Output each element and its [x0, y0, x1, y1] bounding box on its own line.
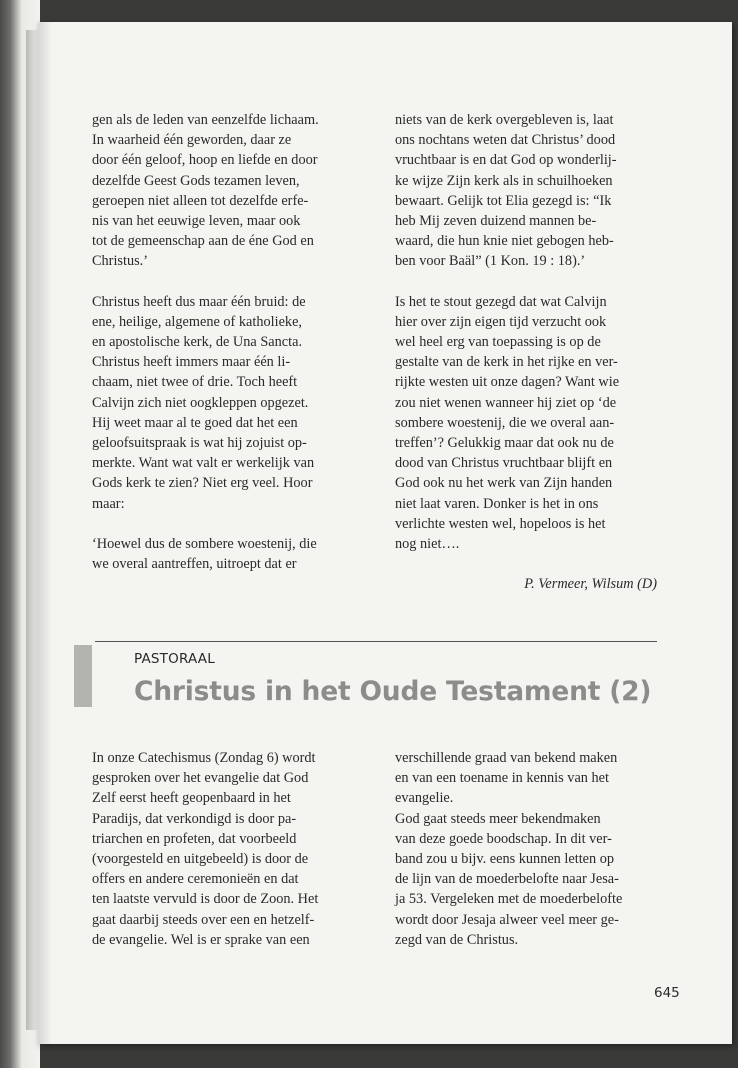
text-line: In onze Catechismus (Zondag 6) wordt — [92, 750, 316, 766]
text-line: maar: — [92, 495, 125, 512]
text-line: en van een toename in kennis van het — [395, 770, 609, 787]
section-label: PASTORAAL — [134, 651, 215, 667]
text-line: nis van het eeuwige leven, maar ook — [92, 213, 301, 230]
text-line: wel heel erg van toepassing is op de — [395, 334, 601, 351]
article-title: Christus in het Oude Testament (2) — [134, 676, 652, 707]
paragraph — [92, 292, 364, 514]
text-line: verschillende graad van bekend maken — [395, 750, 618, 766]
text-line: verlichte westen wel, hopeloos is het — [395, 515, 606, 532]
text-line: Gods kerk te zien? Niet erg veel. Hoor — [92, 475, 313, 492]
text-line: Paradijs, dat verkondigd is door pa- — [92, 810, 297, 827]
text-line: Is het te stout gezegd dat wat Calvijn — [395, 293, 607, 310]
column-top-left — [92, 110, 364, 574]
text-line: zou niet wenen wanneer hij ziet op ‘de — [395, 394, 617, 411]
paragraph — [395, 748, 667, 950]
text-line: van deze goede boodschap. In dit ver- — [395, 830, 612, 847]
text-line: waard, die hun knie niet gebogen heb- — [395, 233, 614, 250]
text-line: de lijn van de moederbelofte naar Jesa- — [395, 871, 619, 888]
text-line: en apostolische kerk, de Una Sancta. — [92, 334, 303, 351]
text-line: gestalte van de kerk in het rijke en ver- — [395, 354, 618, 371]
text-line: Christus.’ — [92, 253, 149, 270]
paragraph — [395, 110, 667, 272]
text-line: vruchtbaar is en dat God op wonderlij- — [395, 152, 617, 169]
page-gutter-shadow — [38, 22, 52, 1044]
text-line: rijkte westen uit onze dagen? Want wie — [395, 374, 620, 391]
previous-page-edge — [26, 30, 38, 1030]
text-line: offers en andere ceremonieën en dat — [92, 871, 299, 888]
text-line: triarchen en profeten, dat voorbeeld — [92, 830, 297, 847]
text-line: de evangelie. Wel is er sprake van een — [92, 931, 310, 948]
text-line: Christus heeft immers maar één li- — [92, 354, 291, 371]
text-line: ons nochtans weten dat Christus’ dood — [395, 132, 616, 149]
text-line: treffen’? Gelukkig maar dat ook nu de — [395, 435, 614, 452]
text-line: geloofsuitspraak is wat hij zojuist op- — [92, 435, 307, 452]
text-line: niets van de kerk overgebleven is, laat — [395, 112, 614, 128]
text-line: evangelie. — [395, 790, 454, 807]
text-line: hier over zijn eigen tijd verzucht ook — [395, 313, 607, 330]
text-line: dezelfde Geest Gods tezamen leven, — [92, 172, 300, 189]
text-line: merkte. Want wat valt er werkelijk van — [92, 455, 315, 472]
text-line: geroepen niet alleen tot dezelfde erfe- — [92, 192, 309, 209]
section-marker-bar — [74, 645, 92, 707]
text-line: gaat daarbij steeds over een en hetzelf- — [92, 911, 315, 928]
text-line: niet laat varen. Donker is het in ons — [395, 495, 599, 512]
text-line: dood van Christus vruchtbaar blijft en — [395, 455, 613, 472]
text-line: ‘Hoewel dus de sombere woestenij, die — [92, 535, 317, 552]
page-number: 645 — [654, 985, 680, 1001]
text-line: sombere woestenij, die we overal aan- — [395, 414, 615, 431]
text-line: gen als de leden van eenzelfde lichaam. — [92, 112, 319, 128]
text-line: God ook nu het werk van Zijn handen — [395, 475, 613, 492]
text-line: Calvijn zich niet oogkleppen opgezet. — [92, 394, 309, 411]
text-line: chaam, niet twee of drie. Toch heeft — [92, 374, 298, 391]
text-line: Hij weet maar al te goed dat het een — [92, 414, 298, 431]
paragraph — [92, 748, 364, 950]
text-line: we overal aantreffen, uitroept dat er — [92, 556, 297, 573]
column-bottom-right — [395, 748, 667, 950]
paragraph — [92, 534, 364, 574]
section-divider — [95, 641, 657, 642]
text-line: ten laatste vervuld is door de Zoon. Het — [92, 891, 319, 908]
text-line: Christus heeft dus maar één bruid: de — [92, 293, 306, 310]
text-line: ene, heilige, algemene of katholieke, — [92, 313, 302, 330]
text-line: zegd van de Christus. — [395, 931, 519, 948]
text-line: nog niet…. — [395, 536, 460, 553]
author-signature: P. Vermeer, Wilsum (D) — [524, 576, 657, 593]
text-line: Zelf eerst heeft geopenbaard in het — [92, 790, 291, 807]
paragraph — [395, 292, 667, 555]
text-line: ja 53. Vergeleken met de moederbelofte — [395, 891, 623, 908]
text-line: heb Mij zeven duizend mannen be- — [395, 213, 597, 230]
text-line: ben voor Baäl” (1 Kon. 19 : 18).’ — [395, 253, 586, 270]
text-line: band zou u bijv. eens kunnen letten op — [395, 851, 615, 868]
text-line: In waarheid één geworden, daar ze — [92, 132, 292, 149]
paragraph — [92, 110, 364, 272]
column-bottom-left — [92, 748, 364, 950]
text-line: bewaart. Gelijk tot Elia gezegd is: “Ik — [395, 192, 612, 209]
column-top-right — [395, 110, 667, 594]
text-line: wordt door Jesaja alweer veel meer ge- — [395, 911, 619, 928]
text-line: tot de gemeenschap aan de éne God en — [92, 233, 314, 250]
text-line: (voorgesteld en uitgebeeld) is door de — [92, 851, 309, 868]
text-line: door één geloof, hoop en liefde en door — [92, 152, 318, 169]
text-line: gesproken over het evangelie dat God — [92, 770, 309, 787]
text-line: ke wijze Zijn kerk als in schuilhoeken — [395, 172, 613, 189]
text-line: God gaat steeds meer bekendmaken — [395, 810, 601, 827]
